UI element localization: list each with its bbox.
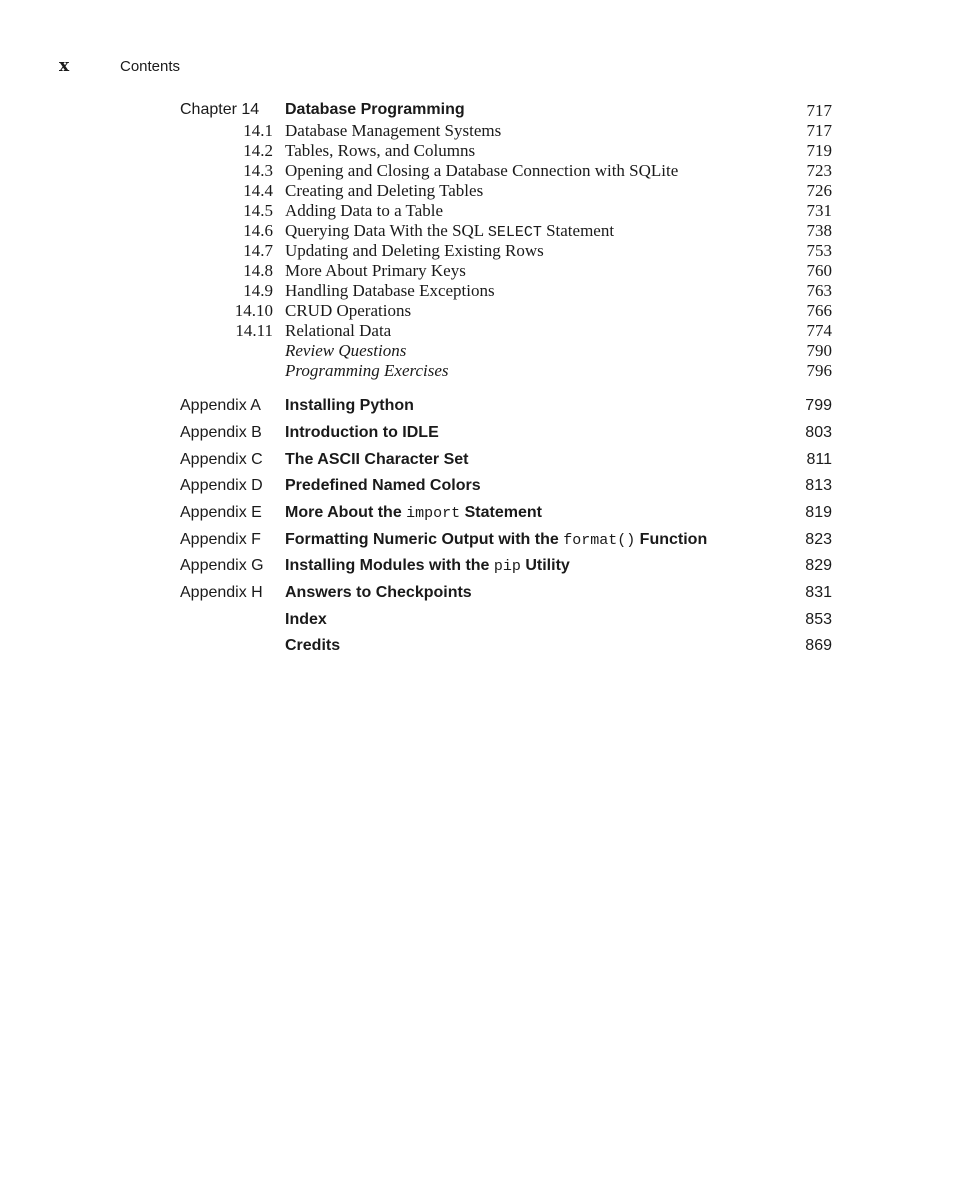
toc-review-questions (0, 341, 960, 361)
section-title-text: Querying Data With the SQL (285, 221, 488, 240)
appendix-title-code: format() (563, 532, 636, 549)
section-number: 14.7 (243, 241, 273, 260)
page-header (0, 56, 960, 80)
appendix-title (285, 557, 570, 575)
appendix-label: Appendix A (180, 397, 261, 414)
appendix-title: Introduction to IDLE (285, 424, 439, 441)
toc-backmatter-entry (0, 611, 960, 631)
toc-section-entry (0, 241, 960, 261)
appendix-title: Predefined Named Colors (285, 477, 481, 494)
section-page: 753 (806, 241, 832, 260)
programming-exercises-page: 796 (806, 361, 832, 380)
toc-programming-exercises (0, 361, 960, 381)
section-title: Database Management Systems (285, 121, 502, 140)
chapter-title: Database Programming (285, 101, 465, 118)
toc-section-entry (0, 281, 960, 301)
appendix-title (285, 504, 542, 522)
section-page: 760 (806, 261, 832, 280)
appendix-label: Appendix H (180, 584, 263, 601)
section-number: 14.3 (243, 161, 273, 180)
toc-appendix-entry (0, 451, 960, 471)
appendix-title-text: More About the (285, 504, 407, 521)
section-title: Relational Data (285, 321, 392, 340)
appendix-title-code: import (406, 505, 461, 522)
toc-appendix-entry (0, 531, 960, 551)
section-number: 14.10 (234, 301, 273, 320)
section-page: 731 (806, 201, 832, 220)
toc-appendix-entry (0, 477, 960, 497)
toc-backmatter-entry (0, 637, 960, 657)
appendix-title-code: pip (493, 558, 521, 575)
appendix-title: Installing Python (285, 397, 414, 414)
section-number: 14.2 (243, 141, 273, 160)
programming-exercises-title: Programming Exercises (285, 361, 449, 380)
chapter-page: 717 (806, 101, 832, 120)
toc-section-entry (0, 261, 960, 281)
review-questions-page: 790 (806, 341, 832, 360)
toc-section-entry (0, 161, 960, 181)
section-number: 14.1 (243, 121, 273, 140)
appendix-label: Appendix D (180, 477, 263, 494)
section-page: 726 (806, 181, 832, 200)
section-number: 14.9 (243, 281, 273, 300)
section-page: 766 (806, 301, 832, 320)
toc-appendix-entry (0, 424, 960, 444)
section-title: Adding Data to a Table (285, 201, 444, 220)
section-page: 763 (806, 281, 832, 300)
credits-page: 869 (805, 637, 832, 654)
toc-appendix-entry (0, 584, 960, 604)
section-title-code: SELECT (487, 224, 542, 241)
section-title: Updating and Deleting Existing Rows (285, 241, 544, 260)
appendix-title-text: Utility (520, 557, 570, 574)
appendix-page: 813 (805, 477, 832, 494)
appendix-page: 823 (805, 531, 832, 548)
section-title: Handling Database Exceptions (285, 281, 495, 300)
appendix-title-text: Function (635, 531, 708, 548)
appendix-title: Answers to Checkpoints (285, 584, 472, 601)
section-title: CRUD Operations (285, 301, 412, 320)
section-number: 14.6 (243, 221, 273, 240)
toc-section-entry (0, 321, 960, 341)
section-title: Opening and Closing a Database Connection with SQLite (285, 161, 679, 180)
appendix-page: 803 (805, 424, 832, 441)
appendix-page: 799 (805, 397, 832, 414)
section-page: 723 (806, 161, 832, 180)
index-title: Index (285, 611, 327, 628)
appendix-title: The ASCII Character Set (285, 451, 469, 468)
toc-appendix-entry (0, 397, 960, 417)
section-number: 14.4 (243, 181, 273, 200)
section-title: Creating and Deleting Tables (285, 181, 484, 200)
section-title (285, 221, 614, 241)
appendix-page: 831 (805, 584, 832, 601)
section-number: 14.5 (243, 201, 273, 220)
section-page: 719 (806, 141, 832, 160)
appendix-title (285, 531, 707, 549)
toc-section-entry (0, 121, 960, 141)
appendix-label: Appendix G (180, 557, 264, 574)
running-head: Contents (120, 58, 181, 75)
section-number: 14.8 (243, 261, 273, 280)
page-number: x (59, 56, 70, 76)
appendix-title-text: Formatting Numeric Output with the (285, 531, 564, 548)
section-title-text: Statement (541, 221, 615, 240)
section-number: 14.11 (235, 321, 273, 340)
credits-title: Credits (285, 637, 341, 654)
appendix-title-text: Installing Modules with the (285, 557, 494, 574)
chapter-label: Chapter 14 (180, 101, 260, 118)
section-title: More About Primary Keys (285, 261, 466, 280)
toc-appendix-entry (0, 557, 960, 577)
appendix-label: Appendix E (180, 504, 262, 521)
appendix-label: Appendix F (180, 531, 261, 548)
toc-section-entry (0, 301, 960, 321)
review-questions-title: Review Questions (285, 341, 407, 360)
appendix-page: 829 (805, 557, 832, 574)
toc-section-entry (0, 221, 960, 241)
toc-section-entry (0, 181, 960, 201)
appendix-label: Appendix C (180, 451, 263, 468)
index-page: 853 (805, 611, 832, 628)
appendix-title-text: Statement (460, 504, 542, 521)
toc-section-entry (0, 201, 960, 221)
section-page: 774 (806, 321, 832, 340)
section-page: 717 (806, 121, 832, 140)
appendix-page: 811 (806, 451, 832, 468)
toc-appendix-entry (0, 504, 960, 524)
appendix-page: 819 (805, 504, 832, 521)
toc-chapter-entry (0, 101, 960, 121)
section-page: 738 (806, 221, 832, 240)
appendix-label: Appendix B (180, 424, 262, 441)
section-title: Tables, Rows, and Columns (285, 141, 476, 160)
toc-section-entry (0, 141, 960, 161)
